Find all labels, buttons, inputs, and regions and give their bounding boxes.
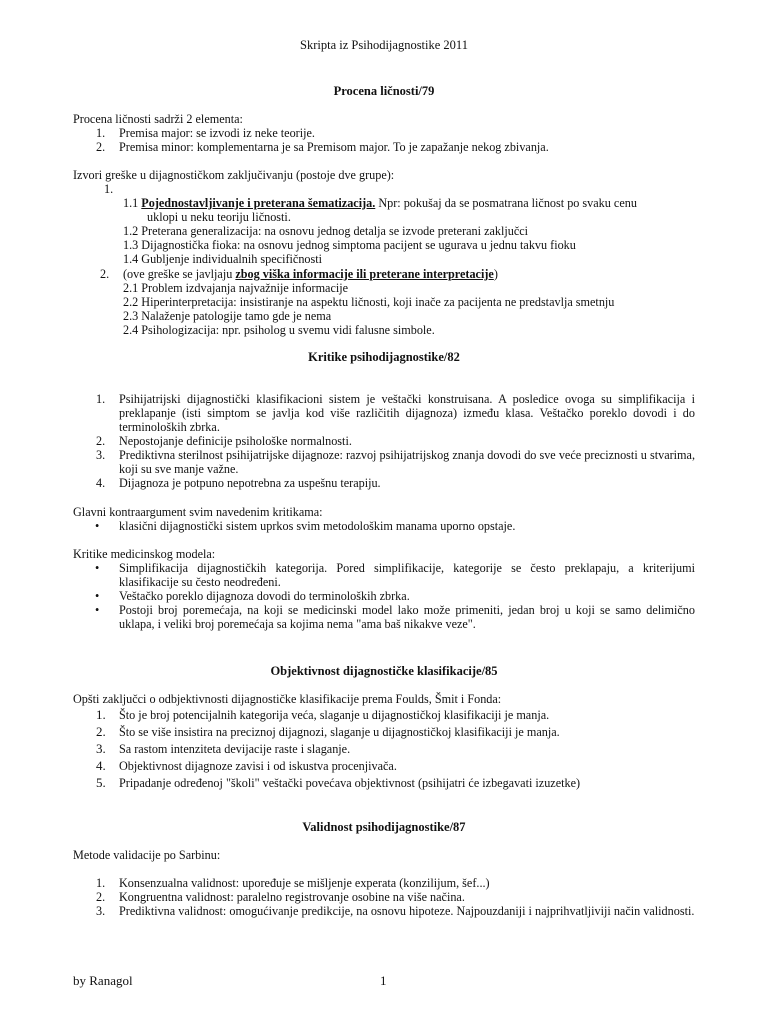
emphasis-text: zbog viška informacije ili preterane interpretacije — [235, 267, 494, 281]
paragraph-sources: Izvori greške u dijagnostičkom zaključivanju (postoje dve grupe): — [73, 168, 395, 182]
page-number: 1 — [380, 973, 387, 988]
bullet-icon: • — [95, 589, 100, 603]
bullet-icon: • — [95, 519, 100, 533]
paragraph-counter: Glavni kontraargument svim navedenim kritikama: — [73, 505, 323, 519]
paragraph-intro: Opšti zaključci o odbjektivnosti dijagnostičke klasifikacije prema Foulds, Šmit i Fonda: — [73, 692, 502, 706]
section-title-procena: Procena ličnosti/79 — [333, 84, 435, 98]
paragraph-medicinski: Kritike medicinskog modela: — [73, 547, 216, 561]
section-title-kritike: Kritike psihodijagnostike/82 — [308, 350, 460, 364]
page-header: Skripta iz Psihodijagnostike 2011 — [300, 38, 468, 52]
list-item: 1.1 Pojednostavljivanje i preterana šematizacija. Npr: pokušaj da se posmatrana ličnost po svaku cenu — [123, 196, 637, 210]
list-item: 2.4 Psihologizacija: npr. psiholog u svemu vidi falusne simbole. — [123, 323, 435, 337]
group-number: 1. — [104, 182, 114, 196]
list-item: 2.3 Nalaženje patologije tamo gde je nema — [123, 309, 332, 323]
paragraph-intro: Procena ličnosti sadrži 2 elementa: — [73, 112, 243, 126]
list-item-continuation: uklopi u neku teoriju ličnosti. — [147, 210, 291, 224]
bullet-icon: • — [95, 603, 100, 617]
emphasis-text: Pojednostavljivanje i preterana šematizacija. — [141, 196, 376, 210]
list-item: 1.3 Dijagnostička fioka: na osnovu jednog simptoma pacijent se ugurava u jednu takvu fioku — [123, 238, 576, 252]
list-item: 1.4 Gubljenje individualnih specifičnosti — [123, 252, 323, 266]
list-item: 2.2 Hiperinterpretacija: insistiranje na aspektu ličnosti, koji inače za pacijenta ne predstavlja smetnju — [123, 295, 615, 309]
list-item: 2.1 Problem izdvajanja najvažnije informacije — [123, 281, 349, 295]
paragraph-intro: Metode validacije po Sarbinu: — [73, 848, 221, 862]
footer-author: by Ranagol — [73, 973, 133, 988]
section-title-objektivnost: Objektivnost dijagnostičke klasifikacije/85 — [270, 664, 498, 678]
section-title-validnost: Validnost psihodijagnostike/87 — [302, 820, 466, 834]
document-page: Skripta iz Psihodijagnostike 2011 Procena ličnosti/79 Procena ličnosti sadrži 2 elementa: 1. Premisa major: se izvodi iz neke teorije. 2. Premisa minor: komplementarna je sa Premisom major. To je zapažanje nekog zbivanja. Izvori greške u dijagnostičkom zaključivanju (postoje dve grupe): 1. 1.1 Pojednostavljivanje i preterana šematizacija. Npr: pokušaj da se posmatrana ličnost po svaku cenu uklopi u neku teoriju ličnosti. 1.2 Preterana generalizacija: na osnovu jednog detalja se izvode preterani zaključci 1.3 Dijagnostička fioka: na osnovu jednog simptoma pacijent se ugurava u jednu takvu fioku 1.4 Gubljenje individualnih specifičnosti 2. (ove greške se javljaju zbog viška informacije ili preterane interpretacije) 2.1 Problem izdvajanja najvažnije informacije 2.2 Hiperinterpretacija: insistiranje na aspektu ličnosti, koji inače za pacijenta ne predstavlja smetnju 2.3 Nalaženje patologije tamo gde je nema 2.4 Psihologizacija: npr. psiholog u svemu vidi falusne simbole. Kritike psihodijagnostike/82 1. Psihijatrijski dijagnostički klasifikacioni sistem je veštački konstruisana. A posledice ovoga su simplifikacija i preklapanje (isti simptom se javlja kod više različitih dijagnoza) između klasa. Veštačko poreklo dovodi i do terminoloških zbrka. 2. Nepostojanje definicije psihološke normalnosti. 3. Prediktivna sterilnost psihijatrijske dijagnoze: razvoj psihijatrijskog znanja dovodi do sve veće preciznosti u stvarima, koji su sve manje važne. 4. Dijagnoza je potpuno nepotrebna za uspešnu terapiju. Glavni kontraargument svim navedenim kritikama: • klasični dijagnostički sistem uprkos svim metodološkim manama uporno opstaje. Kritike medicinskog modela: • Simplifikacija dijagnostičkih kategorija. Pored simplifikacije, kategorije se često preklapaju, a kriterijumi klasifikacije su često neodređeni. • Veštačko poreklo dijagnoza dovodi do terminoloških zbrka. • Postoji broj poremećaja, na koji se medicinski model lako može primeniti, jedan broj u koji se samo delimično uklapa, i veliki broj poremećaja sa kojima nema "ama baš nikakve veze". Objektivnost dijagnostičke klasifikacije/85 Opšti zaključci o odbjektivnosti dijagnostičke klasifikacije prema Foulds, Šmit i Fonda: 1. Što je broj potencijalnih kategorija veća, slaganje u dijagnostičkoj klasifikaciji je manja. 2. Što se više insistira na preciznoj dijagnozi, slaganje u dijagnostičkoj klasifikaciji je manja. 3. Sa rastom intenziteta devijacije raste i slaganje. 4. Objektivnost dijagnoze zavisi i od iskustva procenjivača. 5. Pripadanje određenoj "školi" veštački povećava objektivnost (psihijatri će izbegavati izuzetke) Validnost psihodijagnostike/87 Metode validacije po Sarbinu: 1. Konsenzualna validnost: upoređuje se mišljenje experata (konzilijum, šef...) 2. Kongruentna validnost: paralelno registrovanje osobine na više načina. 3. Prediktivna validnost: omogućivanje predikcije, na osnovu hipoteze. Najpouzdaniji i najprihvatljiviji način validnosti. by Ranagol 1 — [0, 0, 768, 1024]
list-item: 1.2 Preterana generalizacija: na osnovu jednog detalja se izvode preterani zaključci — [123, 224, 529, 238]
bullet-icon: • — [95, 561, 100, 575]
